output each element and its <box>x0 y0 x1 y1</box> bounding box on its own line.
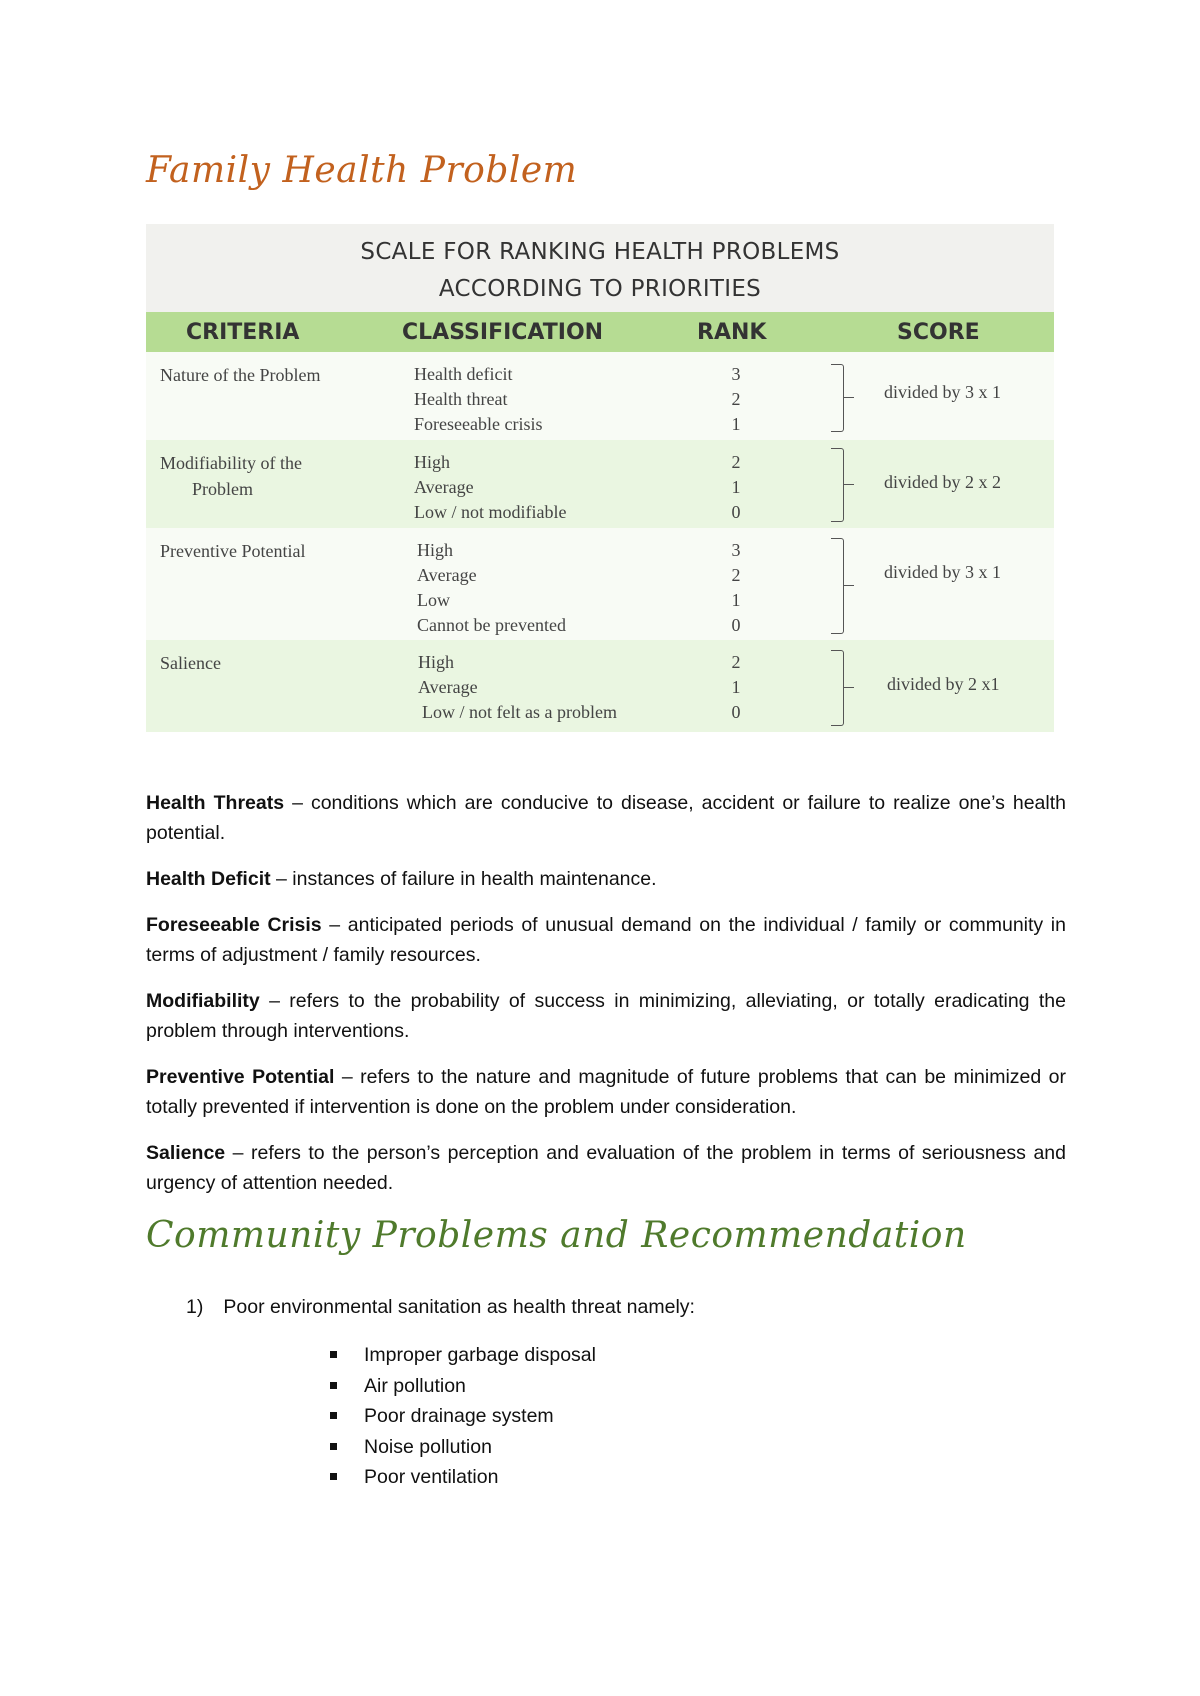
problem-item <box>186 1296 695 1319</box>
rank-value: 2 <box>731 452 741 472</box>
rank-value: 0 <box>731 702 741 722</box>
classification-item: Health threat <box>414 389 508 409</box>
classification-item: High <box>417 540 453 560</box>
square-bullet-icon <box>330 1473 337 1480</box>
definition-term: Foreseeable Crisis <box>146 914 322 936</box>
square-bullet-icon <box>330 1412 337 1419</box>
table-row <box>146 352 1054 440</box>
classification-item: High <box>418 652 454 672</box>
criteria-cell <box>160 362 320 388</box>
rank-cell <box>726 450 746 525</box>
list-item-text: Poor drainage system <box>364 1405 554 1427</box>
definition-term: Preventive Potential <box>146 1066 335 1088</box>
header-score: SCORE <box>897 320 980 345</box>
definition-item <box>146 910 1066 970</box>
table-title-line-1: SCALE FOR RANKING HEALTH PROBLEMS <box>360 239 840 265</box>
rank-cell <box>726 538 746 638</box>
criteria-cell <box>160 538 305 564</box>
rank-value: 1 <box>731 477 741 497</box>
definitions-list <box>146 788 1066 1214</box>
header-classification: CLASSIFICATION <box>402 320 604 345</box>
community-problems-heading: Community Problems and Recommendation <box>146 1215 967 1256</box>
classification-item: Health deficit <box>414 364 513 384</box>
score-cell: divided by 3 x 1 <box>884 382 1001 402</box>
definition-text: – conditions which are conducive to disease, accident or failure to realize one’s health potential. <box>146 792 1066 844</box>
brace-icon <box>831 650 844 726</box>
list-item <box>330 1340 596 1371</box>
definition-item <box>146 1138 1066 1198</box>
classification-item: Average <box>418 677 478 697</box>
list-item <box>330 1371 596 1402</box>
header-rank: RANK <box>697 320 767 345</box>
criteria-text: Modifiability of the <box>160 453 302 473</box>
definition-term: Health Deficit <box>146 868 271 890</box>
rank-value: 0 <box>731 502 741 522</box>
classification-cell <box>417 538 566 638</box>
classification-item: Low / not felt as a problem <box>422 702 617 722</box>
brace-icon <box>831 448 844 522</box>
table-row <box>146 640 1054 732</box>
definition-text: – anticipated periods of unusual demand on the individual / family or community in terms of adjustment / family resources. <box>146 914 1066 966</box>
list-item-text: Improper garbage disposal <box>364 1344 596 1366</box>
square-bullet-icon <box>330 1382 337 1389</box>
rank-value: 1 <box>731 414 741 434</box>
classification-item: High <box>414 452 450 472</box>
table-row <box>146 440 1054 528</box>
definition-item <box>146 1062 1066 1122</box>
table-row <box>146 528 1054 640</box>
family-health-heading: Family Health Problem <box>146 150 578 191</box>
rank-value: 3 <box>731 540 741 560</box>
score-cell: divided by 2 x 2 <box>884 472 1001 492</box>
criteria-text: Preventive Potential <box>160 541 306 561</box>
criteria-text: Problem <box>192 479 253 499</box>
rank-value: 0 <box>731 615 741 635</box>
criteria-cell <box>160 650 221 676</box>
criteria-text: Salience <box>160 653 221 673</box>
list-item-text: Air pollution <box>364 1374 466 1397</box>
definition-text: – refers to the person’s perception and evaluation of the problem in terms of seriousness and urgency of attention needed. <box>146 1142 1066 1194</box>
ranking-scale-table <box>146 224 1054 732</box>
definition-term: Health Threats <box>146 792 285 814</box>
definition-text: – refers to the probability of success in minimizing, alleviating, or totally eradicating the problem through interventions. <box>146 990 1066 1042</box>
classification-item: Average <box>414 477 474 497</box>
criteria-text: Nature of the Problem <box>160 365 321 385</box>
classification-item: Low <box>417 590 450 610</box>
score-cell: divided by 3 x 1 <box>884 562 1001 582</box>
rank-value: 2 <box>731 389 741 409</box>
definition-item <box>146 986 1066 1046</box>
rank-value: 1 <box>731 590 741 610</box>
header-criteria: CRITERIA <box>186 320 300 345</box>
list-item <box>330 1401 596 1432</box>
criteria-cell <box>160 450 302 502</box>
definition-text: – refers to the nature and magnitude of future problems that can be minimized or totally prevented if intervention is done on the problem under consideration. <box>146 1066 1066 1118</box>
brace-tick-icon <box>844 397 854 398</box>
table-title-line-2: ACCORDING TO PRIORITIES <box>438 276 762 302</box>
rank-value: 1 <box>731 677 741 697</box>
definition-term: Salience <box>146 1142 226 1164</box>
rank-value: 3 <box>731 364 741 384</box>
square-bullet-icon <box>330 1443 337 1450</box>
table-header-row <box>146 312 1054 352</box>
classification-item: Foreseeable crisis <box>414 414 543 434</box>
classification-cell <box>418 650 617 725</box>
rank-value: 2 <box>731 565 741 585</box>
brace-icon <box>831 364 844 432</box>
brace-tick-icon <box>844 585 854 586</box>
problem-number: 1) <box>186 1296 204 1318</box>
definition-item <box>146 864 1066 894</box>
list-item-text: Noise pollution <box>364 1435 492 1458</box>
classification-item: Cannot be prevented <box>417 615 566 635</box>
definition-term: Modifiability <box>146 990 260 1012</box>
problem-text: Poor environmental sanitation as health threat namely: <box>223 1296 695 1318</box>
classification-item: Low / not modifiable <box>414 502 567 522</box>
rank-cell <box>726 650 746 725</box>
brace-icon <box>831 538 844 634</box>
square-bullet-icon <box>330 1351 337 1358</box>
rank-cell <box>726 362 746 437</box>
definition-text: – instances of failure in health maintenance. <box>270 868 657 890</box>
rank-value: 2 <box>731 652 741 672</box>
list-item-text: Poor ventilation <box>364 1466 499 1488</box>
bullet-list <box>330 1340 596 1493</box>
table-title <box>146 224 1054 312</box>
classification-cell <box>414 450 566 525</box>
score-cell: divided by 2 x1 <box>887 674 1000 694</box>
list-item <box>330 1432 596 1463</box>
classification-item: Average <box>417 565 477 585</box>
definition-item <box>146 788 1066 848</box>
brace-tick-icon <box>844 687 854 688</box>
list-item <box>330 1462 596 1493</box>
classification-cell <box>414 362 542 437</box>
brace-tick-icon <box>844 484 854 485</box>
